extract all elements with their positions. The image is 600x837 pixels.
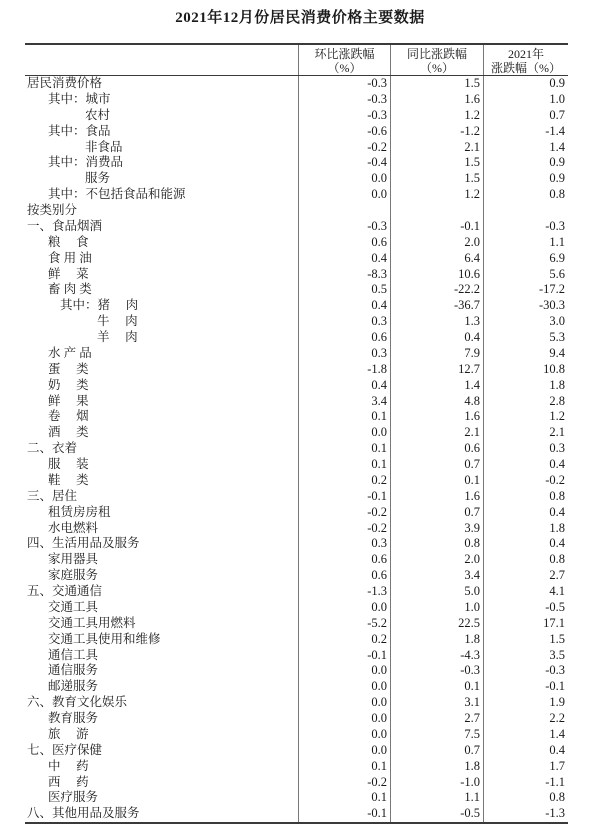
- cell-mom: -0.1: [298, 806, 390, 822]
- cell-mom: 0.0: [298, 679, 390, 695]
- cell-yoy: [390, 203, 483, 219]
- col-header-yoy-line1: 同比涨跌幅: [406, 47, 467, 61]
- row-label: 医疗服务: [48, 790, 99, 805]
- cell-yoy: 1.8: [390, 632, 483, 648]
- row-label: 鞋 类: [48, 472, 89, 487]
- page-title: 2021年12月份居民消费价格主要数据: [175, 10, 425, 26]
- table-row: [25, 409, 568, 425]
- table-row: [25, 251, 568, 267]
- cell-yoy: 2.7: [390, 711, 483, 727]
- cell-year: 1.5: [483, 632, 568, 648]
- table-row: [25, 187, 568, 203]
- table-row: [25, 92, 568, 108]
- cell-year: 1.1: [483, 235, 568, 251]
- cell-yoy: 0.4: [390, 330, 483, 346]
- table-row: [25, 711, 568, 727]
- cell-yoy: 1.1: [390, 790, 483, 806]
- cell-yoy: 2.0: [390, 552, 483, 568]
- row-label: 教育服务: [48, 711, 99, 725]
- row-label: 蛋 类: [48, 361, 89, 376]
- cell-mom: 0.2: [298, 632, 390, 648]
- cell-yoy: 0.8: [390, 536, 483, 552]
- cell-yoy: 22.5: [390, 616, 483, 632]
- cell-mom: 0.6: [298, 330, 390, 346]
- cell-mom: 0.3: [298, 314, 390, 330]
- table-row: [25, 203, 568, 219]
- row-label: 服 装: [48, 457, 89, 471]
- table-header-row: [25, 45, 568, 76]
- col-header-category: [25, 45, 298, 75]
- cell-yoy: 1.5: [390, 155, 483, 171]
- cell-yoy: 0.7: [390, 457, 483, 473]
- cell-yoy: 0.7: [390, 743, 483, 759]
- cell-mom: 0.0: [298, 695, 390, 711]
- row-label: 家庭服务: [48, 568, 99, 583]
- cell-mom: 0.0: [298, 663, 390, 679]
- cell-mom: 0.4: [298, 251, 390, 267]
- table-row: [25, 679, 568, 695]
- cell-year: 0.4: [483, 457, 568, 473]
- cell-yoy: 1.5: [390, 171, 483, 187]
- table-row: [25, 648, 568, 664]
- table-row: [25, 759, 568, 775]
- cell-yoy: 0.1: [390, 679, 483, 695]
- row-label: 牛 肉: [97, 314, 138, 329]
- row-label: 租赁房房租: [48, 504, 111, 519]
- table-row: [25, 568, 568, 584]
- cell-mom: 0.1: [298, 409, 390, 425]
- row-label: 六、教育文化娱乐: [27, 695, 128, 710]
- row-label: 其中：不包括食品和能源: [48, 187, 186, 202]
- col-header-year-line2: 涨跌幅（%）: [491, 61, 561, 75]
- row-label: 西 药: [48, 774, 89, 789]
- cell-yoy: 0.1: [390, 473, 483, 489]
- cell-yoy: 0.6: [390, 441, 483, 457]
- table-row: [25, 171, 568, 187]
- table-row: [25, 425, 568, 441]
- cell-mom: 3.4: [298, 394, 390, 410]
- cell-mom: -5.2: [298, 616, 390, 632]
- cell-yoy: 1.4: [390, 378, 483, 394]
- cell-year: -0.1: [483, 679, 568, 695]
- cell-year: 3.5: [483, 648, 568, 664]
- cell-year: 1.4: [483, 140, 568, 156]
- cell-year: -1.1: [483, 775, 568, 791]
- table-row: [25, 330, 568, 346]
- cell-mom: 0.4: [298, 298, 390, 314]
- cell-yoy: 1.5: [390, 76, 483, 92]
- table-row: [25, 790, 568, 806]
- cell-year: 6.9: [483, 251, 568, 267]
- row-label: 鲜 菜: [48, 266, 89, 281]
- cell-mom: 0.0: [298, 727, 390, 743]
- row-label: 居民消费价格: [27, 76, 103, 90]
- cell-mom: 0.0: [298, 743, 390, 759]
- cell-mom: -0.2: [298, 140, 390, 156]
- cell-yoy: -0.3: [390, 663, 483, 679]
- row-label: 非食品: [85, 139, 123, 154]
- cell-year: 5.6: [483, 267, 568, 283]
- cell-mom: 0.3: [298, 536, 390, 552]
- cell-yoy: 2.1: [390, 140, 483, 156]
- cell-mom: -0.2: [298, 775, 390, 791]
- cell-year: 0.8: [483, 489, 568, 505]
- cell-mom: -1.8: [298, 362, 390, 378]
- row-label: 其中：猪 肉: [60, 298, 139, 313]
- table-row: [25, 124, 568, 140]
- cell-mom: 0.6: [298, 235, 390, 251]
- table-row: [25, 267, 568, 283]
- cell-year: [483, 203, 568, 219]
- cell-mom: 0.0: [298, 187, 390, 203]
- table-row: [25, 695, 568, 711]
- cell-yoy: 1.6: [390, 489, 483, 505]
- cell-mom: 0.0: [298, 425, 390, 441]
- cell-mom: 0.1: [298, 759, 390, 775]
- cell-mom: 0.0: [298, 600, 390, 616]
- table-row: [25, 282, 568, 298]
- cell-yoy: 7.5: [390, 727, 483, 743]
- cell-yoy: 6.4: [390, 251, 483, 267]
- cell-mom: 0.6: [298, 568, 390, 584]
- row-label: 按类别分: [27, 203, 78, 217]
- cell-yoy: 1.6: [390, 92, 483, 108]
- cell-year: 1.9: [483, 695, 568, 711]
- table-row: [25, 727, 568, 743]
- cell-mom: 0.6: [298, 552, 390, 568]
- cell-mom: 0.1: [298, 441, 390, 457]
- row-label: 其中：消费品: [48, 155, 124, 170]
- table-row: [25, 441, 568, 457]
- cell-yoy: 1.2: [390, 187, 483, 203]
- table-row: [25, 743, 568, 759]
- table-row: [25, 584, 568, 600]
- table-row: [25, 140, 568, 156]
- table-row: [25, 235, 568, 251]
- cell-yoy: -1.2: [390, 124, 483, 140]
- cell-mom: 0.4: [298, 378, 390, 394]
- col-header-mom-line2: （%）: [327, 61, 362, 75]
- table-row: [25, 600, 568, 616]
- cell-year: -0.3: [483, 663, 568, 679]
- table-row: [25, 298, 568, 314]
- row-label: 其中：食品: [48, 123, 111, 138]
- row-label: 奶 类: [48, 377, 89, 392]
- cell-year: 1.0: [483, 92, 568, 108]
- cell-year: 1.8: [483, 378, 568, 394]
- cell-year: 0.8: [483, 790, 568, 806]
- row-label: 粮 食: [48, 234, 89, 249]
- table-row: [25, 632, 568, 648]
- cell-year: 1.4: [483, 727, 568, 743]
- row-label: 鲜 果: [48, 393, 89, 408]
- cell-year: -1.4: [483, 124, 568, 140]
- row-label: 旅 游: [48, 726, 89, 741]
- row-label: 交通工具用燃料: [48, 615, 136, 630]
- row-label: 三、居住: [27, 488, 78, 503]
- table-row: [25, 505, 568, 521]
- row-label: 中 药: [48, 758, 89, 773]
- table-row: [25, 314, 568, 330]
- cell-mom: -8.3: [298, 267, 390, 283]
- row-label: 通信服务: [48, 663, 99, 678]
- cell-year: 1.8: [483, 521, 568, 537]
- row-label: 八、其他用品及服务: [27, 806, 140, 821]
- cell-year: 0.8: [483, 552, 568, 568]
- table-row: [25, 489, 568, 505]
- cell-year: 0.3: [483, 441, 568, 457]
- col-header-year: [483, 45, 568, 75]
- table-row: [25, 536, 568, 552]
- cell-yoy: 2.0: [390, 235, 483, 251]
- cell-year: 2.1: [483, 425, 568, 441]
- row-label: 农村: [85, 107, 111, 122]
- cell-mom: 0.0: [298, 711, 390, 727]
- cell-yoy: 1.6: [390, 409, 483, 425]
- col-header-year-line1: 2021年: [507, 47, 544, 61]
- row-label: 水电燃料: [48, 520, 99, 535]
- cpi-table: [25, 43, 568, 824]
- cell-year: 5.3: [483, 330, 568, 346]
- row-label: 家用器具: [48, 552, 99, 567]
- cell-yoy: 1.2: [390, 108, 483, 124]
- row-label: 服务: [85, 171, 111, 186]
- row-label: 畜 肉 类: [48, 282, 92, 297]
- cell-mom: -0.3: [298, 219, 390, 235]
- cell-mom: 0.1: [298, 790, 390, 806]
- cell-yoy: -1.0: [390, 775, 483, 791]
- table-row: [25, 616, 568, 632]
- row-label: 七、医疗保健: [27, 742, 103, 757]
- cell-mom: -0.2: [298, 521, 390, 537]
- cell-mom: -0.3: [298, 76, 390, 92]
- cell-yoy: -0.5: [390, 806, 483, 822]
- cell-yoy: 1.3: [390, 314, 483, 330]
- cell-year: 1.2: [483, 409, 568, 425]
- cell-mom: 0.3: [298, 346, 390, 362]
- col-header-mom-line1: 环比涨跌幅: [314, 47, 375, 61]
- cell-yoy: 5.0: [390, 584, 483, 600]
- cell-yoy: 10.6: [390, 267, 483, 283]
- cell-year: -0.2: [483, 473, 568, 489]
- cell-year: 0.4: [483, 743, 568, 759]
- row-label: 通信工具: [48, 647, 99, 662]
- table-row: [25, 663, 568, 679]
- row-label: 交通工具: [48, 599, 99, 614]
- cell-year: 9.4: [483, 346, 568, 362]
- table-row: [25, 378, 568, 394]
- cell-mom: -0.1: [298, 489, 390, 505]
- row-label: 邮递服务: [48, 679, 99, 694]
- cell-yoy: 2.1: [390, 425, 483, 441]
- col-header-yoy: [390, 45, 483, 75]
- cell-year: -0.5: [483, 600, 568, 616]
- col-header-yoy-line2: （%）: [420, 61, 454, 75]
- cell-yoy: 7.9: [390, 346, 483, 362]
- cell-yoy: 3.9: [390, 521, 483, 537]
- cell-mom: 0.1: [298, 457, 390, 473]
- row-label: 酒 类: [48, 425, 89, 440]
- cell-yoy: 4.8: [390, 394, 483, 410]
- cell-year: 0.9: [483, 171, 568, 187]
- cell-year: 3.0: [483, 314, 568, 330]
- cell-yoy: 12.7: [390, 362, 483, 378]
- cell-mom: -0.1: [298, 648, 390, 664]
- table-row: [25, 346, 568, 362]
- cell-yoy: 3.1: [390, 695, 483, 711]
- cell-yoy: 1.0: [390, 600, 483, 616]
- cell-year: 0.4: [483, 536, 568, 552]
- row-label: 一、食品烟酒: [27, 218, 103, 233]
- table-row: [25, 219, 568, 235]
- cell-yoy: -36.7: [390, 298, 483, 314]
- row-label: 四、生活用品及服务: [27, 536, 140, 551]
- row-label: 二、衣着: [27, 441, 78, 456]
- cell-year: 0.9: [483, 155, 568, 171]
- cell-mom: -0.3: [298, 108, 390, 124]
- cell-mom: [298, 203, 390, 219]
- table-row: [25, 806, 568, 822]
- cell-yoy: -22.2: [390, 282, 483, 298]
- cell-year: 2.2: [483, 711, 568, 727]
- row-label: 食 用 油: [48, 250, 92, 265]
- cell-yoy: 1.8: [390, 759, 483, 775]
- table-row: [25, 473, 568, 489]
- cell-mom: 0.0: [298, 171, 390, 187]
- table-row: [25, 457, 568, 473]
- cell-year: -1.3: [483, 806, 568, 822]
- row-label: 水 产 品: [48, 345, 92, 360]
- table-row: [25, 521, 568, 537]
- table-row: [25, 76, 568, 92]
- cell-year: 0.4: [483, 505, 568, 521]
- cell-year: 0.7: [483, 108, 568, 124]
- cell-year: 2.8: [483, 394, 568, 410]
- cell-year: 0.9: [483, 76, 568, 92]
- table-row: [25, 394, 568, 410]
- cell-mom: -1.3: [298, 584, 390, 600]
- cell-year: 0.8: [483, 187, 568, 203]
- table-row: [25, 362, 568, 378]
- cell-year: -17.2: [483, 282, 568, 298]
- cell-yoy: 0.7: [390, 505, 483, 521]
- row-label: 羊 肉: [97, 330, 138, 344]
- cell-year: 17.1: [483, 616, 568, 632]
- cell-year: 1.7: [483, 759, 568, 775]
- cell-yoy: 3.4: [390, 568, 483, 584]
- cell-yoy: -4.3: [390, 648, 483, 664]
- cell-year: 10.8: [483, 362, 568, 378]
- cell-yoy: -0.1: [390, 219, 483, 235]
- cell-mom: -0.4: [298, 155, 390, 171]
- cell-mom: -0.6: [298, 124, 390, 140]
- table-body: [25, 76, 568, 822]
- cell-mom: 0.2: [298, 473, 390, 489]
- table-row: [25, 108, 568, 124]
- cell-mom: -0.2: [298, 505, 390, 521]
- cell-mom: 0.5: [298, 282, 390, 298]
- cell-mom: -0.3: [298, 92, 390, 108]
- row-label: 卷 烟: [48, 409, 89, 424]
- cell-year: 2.7: [483, 568, 568, 584]
- table-row: [25, 552, 568, 568]
- row-label: 其中：城市: [48, 91, 111, 106]
- table-row: [25, 775, 568, 791]
- row-label: 交通工具使用和维修: [48, 631, 161, 646]
- cell-year: 4.1: [483, 584, 568, 600]
- col-header-mom: [298, 45, 390, 75]
- cell-year: -30.3: [483, 298, 568, 314]
- table-row: [25, 155, 568, 171]
- row-label: 五、交通通信: [27, 584, 103, 598]
- cell-year: -0.3: [483, 219, 568, 235]
